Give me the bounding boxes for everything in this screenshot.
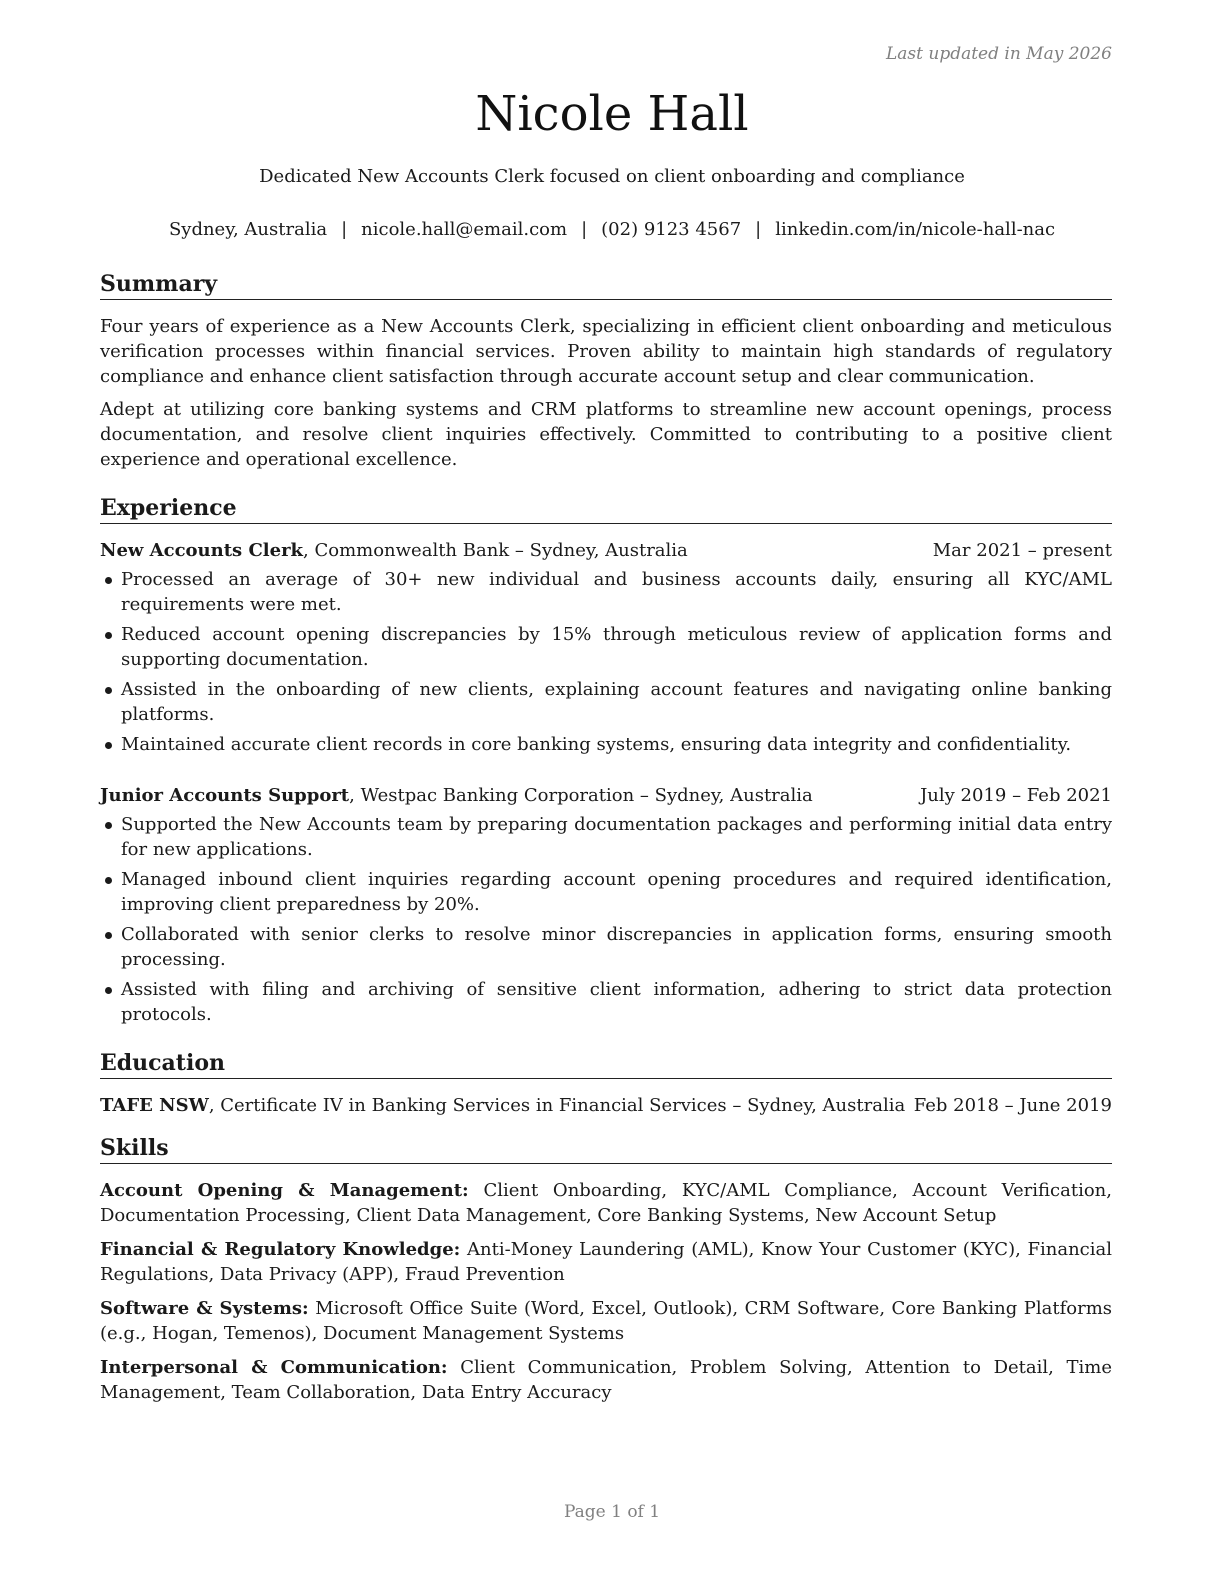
- last-updated-note: Last updated in May 2026: [885, 44, 1112, 64]
- skill-group-items: Client Onboarding, KYC/AML Compliance, Account Verification, Documentation Processing, Client Data Management, Core Banking Systems, New Account Setup: [100, 1180, 1112, 1226]
- education-dates: Feb 2018 – June 2019: [913, 1095, 1112, 1116]
- skill-group-label: Interpersonal & Communication:: [100, 1357, 448, 1378]
- skill-group: [100, 1237, 1112, 1287]
- job-entry: [100, 538, 1112, 757]
- job-bullet: Managed inbound client inquiries regarding account opening procedures and required identification, improving client preparedness by 20%.: [100, 867, 1112, 917]
- skill-group: [100, 1355, 1112, 1405]
- job-title-line: [100, 538, 688, 563]
- job-organization: , Westpac Banking Corporation – Sydney, Australia: [349, 785, 813, 806]
- skill-group-label: Financial & Regulatory Knowledge:: [100, 1239, 461, 1260]
- contact-separator: |: [581, 219, 588, 240]
- skill-group: [100, 1178, 1112, 1228]
- contact-separator: |: [755, 219, 762, 240]
- experience-section: [100, 494, 1112, 1027]
- job-dates: July 2019 – Feb 2021: [920, 785, 1112, 806]
- skill-group-items: Microsoft Office Suite (Word, Excel, Outlook), CRM Software, Core Banking Platforms (e.g., Hogan, Temenos), Document Management Systems: [100, 1298, 1112, 1344]
- job-bullet: Processed an average of 30+ new individual and business accounts daily, ensuring all KYC/AML requirements were met.: [100, 567, 1112, 617]
- skill-group-items: Anti-Money Laundering (AML), Know Your Customer (KYC), Financial Regulations, Data Privacy (APP), Fraud Prevention: [100, 1239, 1112, 1285]
- job-bullet: Collaborated with senior clerks to resolve minor discrepancies in application forms, ensuring smooth processing.: [100, 922, 1112, 972]
- job-role: Junior Accounts Support: [100, 785, 350, 806]
- section-title-summary: Summary: [100, 270, 1112, 300]
- skill-group-items: Client Communication, Problem Solving, Attention to Detail, Time Management, Team Collaboration, Data Entry Accuracy: [100, 1357, 1112, 1403]
- job-bullet: Assisted in the onboarding of new clients, explaining account features and navigating online banking platforms.: [100, 677, 1112, 727]
- contact-linkedin[interactable]: linkedin.com/in/nicole-hall-nac: [775, 219, 1056, 240]
- summary-paragraph: Four years of experience as a New Accounts Clerk, specializing in efficient client onboarding and meticulous verification processes within financial services. Proven ability to maintain high standards of regulatory compliance and enhance client satisfaction through accurate account setup and clear communication.: [100, 316, 1112, 387]
- job-role: New Accounts Clerk: [100, 540, 304, 561]
- job-header: [100, 783, 1112, 808]
- job-entry: [100, 783, 1112, 1027]
- skill-group-label: Account Opening & Management:: [100, 1180, 469, 1201]
- section-title-education: Education: [100, 1049, 1112, 1079]
- contact-separator: |: [341, 219, 348, 240]
- section-title-skills: Skills: [100, 1134, 1112, 1164]
- job-organization: , Commonwealth Bank – Sydney, Australia: [303, 540, 688, 561]
- skill-group: [100, 1296, 1112, 1346]
- education-detail: , Certificate IV in Banking Services in Financial Services – Sydney, Australia: [208, 1095, 906, 1116]
- resume-content: [100, 270, 1112, 1414]
- job-dates: Mar 2021 – present: [932, 540, 1112, 561]
- job-bullets: [100, 812, 1112, 1027]
- education-institution: TAFE NSW: [100, 1095, 209, 1116]
- section-title-experience: Experience: [100, 494, 1112, 524]
- page-number: Page 1 of 1: [563, 1502, 661, 1522]
- candidate-name: Nicole Hall: [475, 86, 749, 142]
- candidate-tagline: Dedicated New Accounts Clerk focused on client onboarding and compliance: [259, 166, 965, 187]
- summary-paragraph: Adept at utilizing core banking systems and CRM platforms to streamline new account openings, process documentation, and resolve client inquiries effectively. Committed to contributing to a positive client experience and operational excellence.: [100, 399, 1112, 470]
- job-bullets: [100, 567, 1112, 757]
- education-section: [100, 1049, 1112, 1118]
- job-bullet: Maintained accurate client records in core banking systems, ensuring data integrity and confidentiality.: [100, 732, 1112, 757]
- contact-phone[interactable]: (02) 9123 4567: [601, 219, 742, 240]
- contact-email[interactable]: nicole.hall@email.com: [361, 219, 568, 240]
- contact-location: Sydney, Australia: [168, 219, 328, 240]
- education-title-line: [100, 1093, 905, 1118]
- job-bullet: Supported the New Accounts team by preparing documentation packages and performing initial data entry for new applications.: [100, 812, 1112, 862]
- summary-section: [100, 270, 1112, 472]
- education-entry: [100, 1093, 1112, 1118]
- job-bullet: Reduced account opening discrepancies by 15% through meticulous review of application forms and supporting documentation.: [100, 622, 1112, 672]
- skill-group-label: Software & Systems:: [100, 1298, 309, 1319]
- contact-line: [0, 219, 1224, 240]
- job-bullet: Assisted with filing and archiving of sensitive client information, adhering to strict data protection protocols.: [100, 977, 1112, 1027]
- job-title-line: [100, 783, 813, 808]
- skills-section: [100, 1134, 1112, 1405]
- job-header: [100, 538, 1112, 563]
